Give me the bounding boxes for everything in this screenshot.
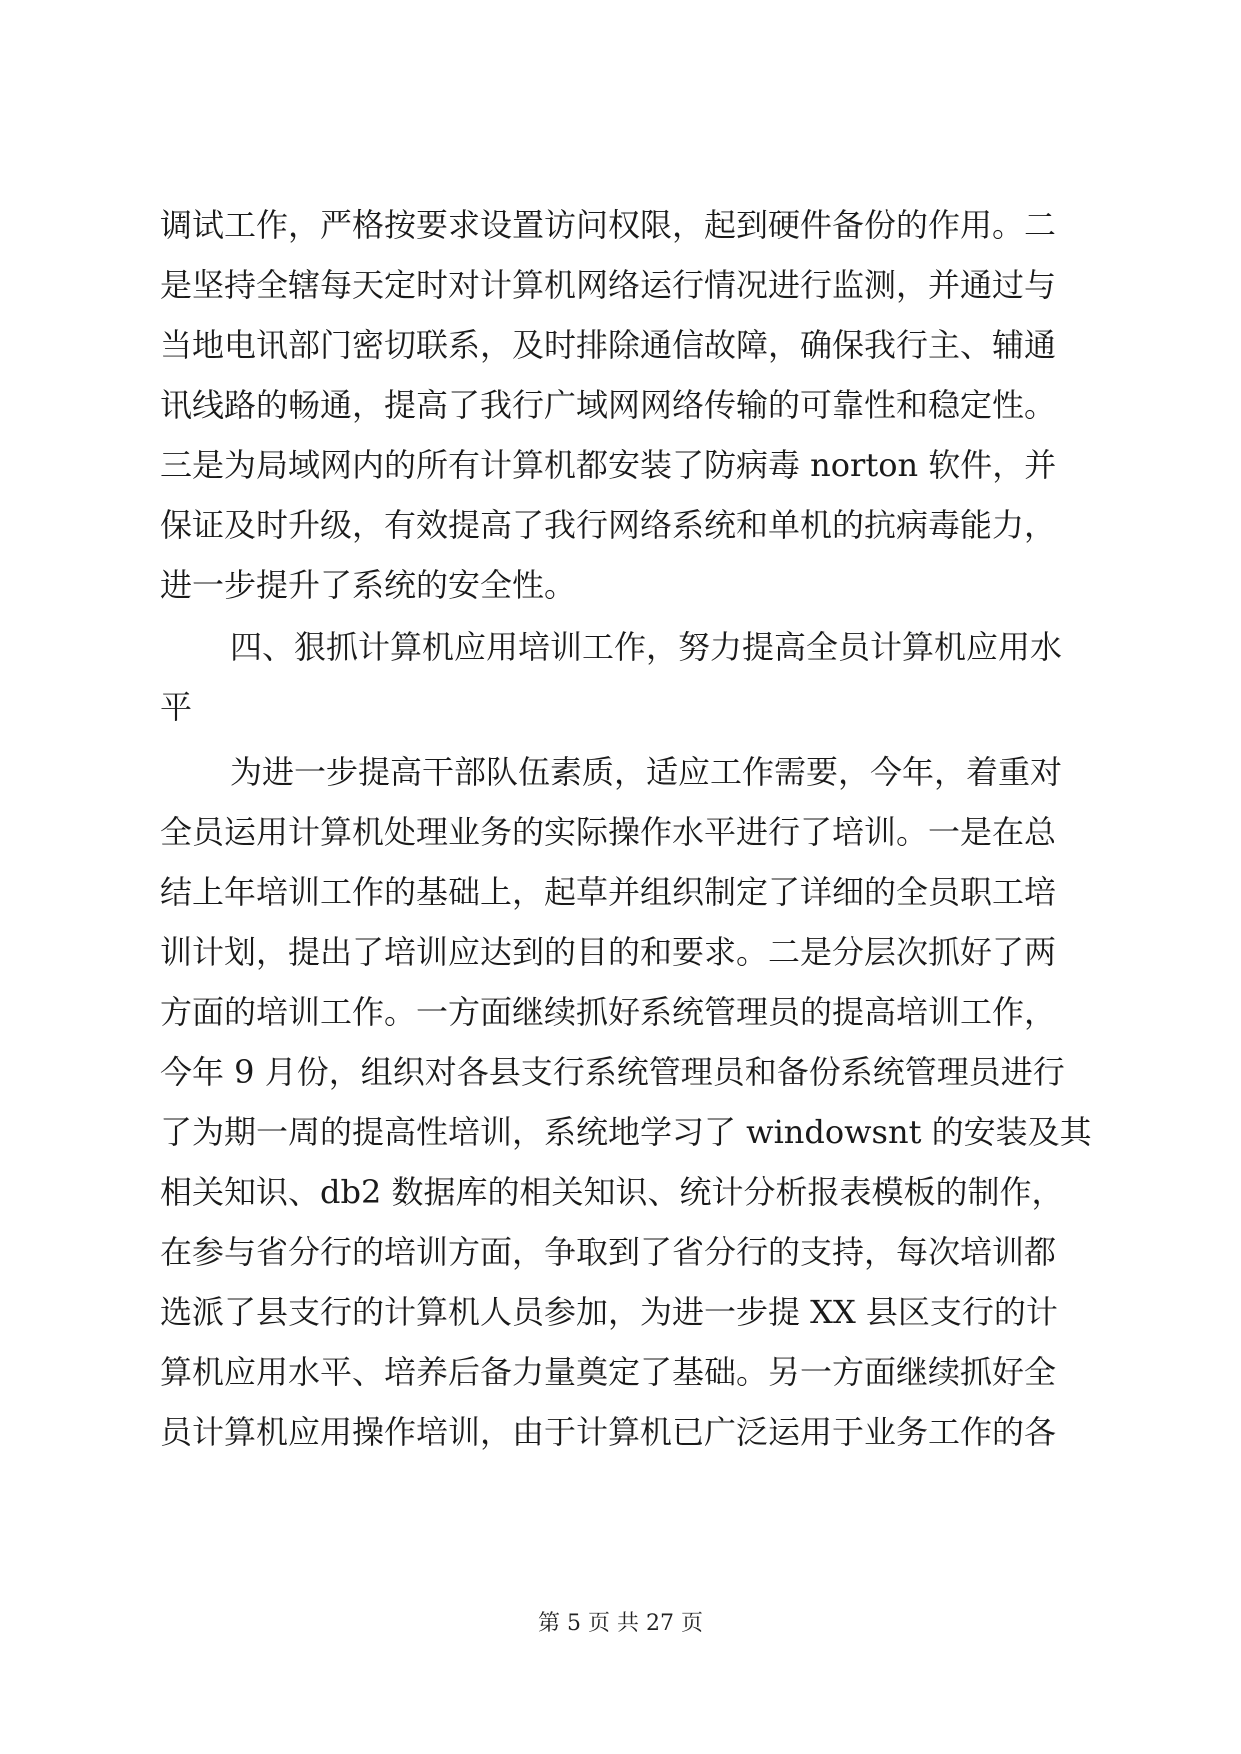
- paragraph-first-line: 为进一步提高干部队伍素质，适应工作需要，今年，着重对: [230, 753, 1063, 791]
- text-line-content: 算机应用水平、培养后备力量奠定了基础。另一方面继续抓好全: [160, 1353, 1057, 1391]
- text-line-content: 全员运用计算机处理业务的实际操作水平进行了培训。一是在总: [160, 813, 1057, 851]
- text-line-content: 在参与省分行的培训方面，争取到了省分行的支持，每次培训都: [160, 1233, 1057, 1271]
- text-line-content: 当地电讯部门密切联系，及时排除通信故障，确保我行主、辅通: [160, 326, 1057, 364]
- text-line-content: 训计划，提出了培训应达到的目的和要求。二是分层次抓好了两: [160, 933, 1057, 971]
- text-line-content: 讯线路的畅通，提高了我行广域网网络传输的可靠性和稳定性。: [160, 386, 1057, 424]
- text-line-content: 选派了县支行的计算机人员参加，为进一步提 XX 县区支行的计: [160, 1293, 1058, 1331]
- text-line-content: 了为期一周的提高性培训，系统地学习了 windowsnt 的安装及其: [160, 1113, 1092, 1151]
- text-line-content: 今年 9 月份，组织对各县支行系统管理员和备份系统管理员进行: [160, 1053, 1065, 1091]
- text-line-content: 三是为局域网内的所有计算机都安装了防病毒 norton 软件，并: [160, 446, 1057, 484]
- text-line-content: 进一步提升了系统的安全性。: [160, 566, 577, 604]
- text-line-content: 调试工作，严格按要求设置访问权限，起到硬件备份的作用。二: [160, 206, 1057, 244]
- text-line-content: 保证及时升级，有效提高了我行网络系统和单机的抗病毒能力，: [160, 506, 1057, 544]
- text-line-content: 员计算机应用操作培训，由于计算机已广泛运用于业务工作的各: [160, 1413, 1057, 1451]
- text-line-content: 结上年培训工作的基础上，起草并组织制定了详细的全员职工培: [160, 873, 1057, 911]
- page-footer: 第 5 页 共 27 页: [538, 1611, 703, 1636]
- text-line-content: 相关知识、db2 数据库的相关知识、统计分析报表模板的制作，: [160, 1173, 1064, 1211]
- section-heading: 四、狠抓计算机应用培训工作，努力提高全员计算机应用水: [230, 628, 1063, 666]
- section-heading-continuation: 平: [160, 688, 193, 726]
- text-line-content: 是坚持全辖每天定时对计算机网络运行情况进行监测，并通过与: [160, 266, 1057, 304]
- text-line-content: 方面的培训工作。一方面继续抓好系统管理员的提高培训工作，: [160, 993, 1057, 1031]
